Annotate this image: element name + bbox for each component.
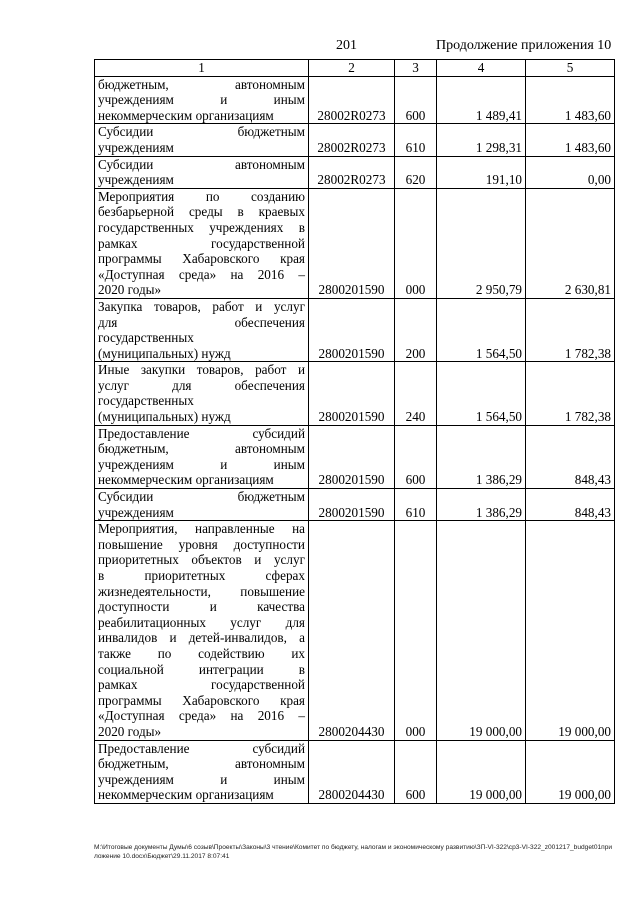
row-name-line: Субсидии автономным [98,156,305,172]
row-value-2016-cell: 1 386,29 [437,425,526,488]
row-name-line: Субсидии бюджетным [98,124,305,140]
row-name-line: также по содействию их [98,645,305,661]
table-header-row [95,60,615,77]
table-row [95,298,615,361]
row-type-cell: 240 [395,362,437,425]
row-name-line: учреждениям [98,504,174,520]
row-value-2017-cell: 848,43 [526,425,615,488]
row-code-cell: 28002R0273 [309,124,395,156]
row-name-line: Мероприятия по созданию [98,188,305,204]
row-name-line: повышение уровня доступности [98,536,305,552]
row-name-cell [95,124,309,156]
row-name-line: приоритетных объектов и услуг [98,552,305,568]
row-value-2017-cell: 19 000,00 [526,740,615,803]
row-type-cell: 000 [395,188,437,298]
row-name-line: государственных [98,330,194,346]
row-name-line: Мероприятия, направленные на [98,521,305,537]
table-row [95,124,615,156]
row-type-cell: 200 [395,298,437,361]
row-name-cell [95,76,309,124]
row-value-2016-cell: 191,10 [437,156,526,188]
row-name-line: бюджетным, автономным [98,76,305,92]
row-name-line: учреждениям [98,172,174,188]
table-body [95,76,615,803]
row-name-line: некоммерческим организациям [98,787,274,803]
row-code-cell: 28002R0273 [309,76,395,124]
row-name-line: государственных учреждениях в [98,219,305,235]
document-path-footer: М:\Итоговые документы Думы\6 созыв\Проекты\Законы\3 чтение\Комитет по бюджету, налогам и экономическому развитию\ЗП-VI-322\cp3-VI-322_z001217_budget01приложение 10.docx\Бюджет\29.11.2017 8:07:41 [94,844,613,860]
row-value-2016-cell: 1 386,29 [437,489,526,521]
row-name-cell [95,425,309,488]
row-type-cell: 620 [395,156,437,188]
row-name-line: программы Хабаровского края [98,692,305,708]
table-row [95,76,615,124]
row-value-2017-cell: 848,43 [526,489,615,521]
row-value-2017-cell: 0,00 [526,156,615,188]
table-row [95,521,615,740]
row-name-line: 2020 годы» [98,282,162,298]
row-name-cell [95,298,309,361]
row-code-cell: 2800201590 [309,188,395,298]
row-name-line: государственных [98,393,194,409]
row-type-cell: 600 [395,76,437,124]
table-row [95,156,615,188]
row-code-cell: 28002R0273 [309,156,395,188]
row-type-cell: 600 [395,425,437,488]
row-value-2017-cell: 1 782,38 [526,362,615,425]
row-value-2017-cell: 1 483,60 [526,76,615,124]
row-name-line: рамках государственной [98,677,305,693]
row-name-line: безбарьерной среды в краевых [98,204,305,220]
column-header-1: 1 [95,60,309,77]
row-type-cell: 000 [395,521,437,740]
row-name-line: учреждениям и иным [98,771,305,787]
column-header-3: 3 [395,60,437,77]
row-name-line: Закупка товаров, работ и услуг [98,298,305,314]
appendix-continuation: Продолжение приложения 10 [436,38,612,53]
row-name-line: социальной интеграции в [98,661,305,677]
row-name-line: для обеспечения [98,314,305,330]
table-row [95,489,615,521]
budget-table [94,59,615,804]
row-code-cell: 2800201590 [309,362,395,425]
row-value-2016-cell: 1 298,31 [437,124,526,156]
row-value-2017-cell: 1 483,60 [526,124,615,156]
row-name-line: жизнедеятельности, повышение [98,583,305,599]
row-name-line: Иные закупки товаров, работ и [98,362,305,378]
row-value-2017-cell: 19 000,00 [526,521,615,740]
row-name-line: некоммерческим организациям [98,472,274,488]
row-name-cell [95,740,309,803]
row-value-2017-cell: 1 782,38 [526,298,615,361]
row-code-cell: 2800204430 [309,521,395,740]
row-type-cell: 600 [395,740,437,803]
row-code-cell: 2800201590 [309,489,395,521]
row-name-cell [95,188,309,298]
row-name-line: бюджетным, автономным [98,756,305,772]
row-name-line: рамках государственной [98,235,305,251]
row-value-2016-cell: 19 000,00 [437,521,526,740]
row-type-cell: 610 [395,489,437,521]
row-name-line: учреждениям и иным [98,92,305,108]
column-header-2: 2 [309,60,395,77]
row-name-line: «Доступная среда» на 2016 – [98,266,305,282]
row-name-line: учреждениям [98,139,174,155]
row-name-line: программы Хабаровского края [98,251,305,267]
row-name-line: Субсидии бюджетным [98,489,305,505]
table-row [95,188,615,298]
row-name-line: 2020 годы» [98,723,162,739]
row-code-cell: 2800201590 [309,298,395,361]
row-name-line: «Доступная среда» на 2016 – [98,708,305,724]
row-code-cell: 2800204430 [309,740,395,803]
row-name-line: услуг для обеспечения [98,377,305,393]
row-name-line: некоммерческим организациям [98,107,274,123]
row-name-line: учреждениям и иным [98,456,305,472]
row-value-2016-cell: 1 564,50 [437,298,526,361]
row-name-line: Предоставление субсидий [98,425,305,441]
row-value-2016-cell: 1 564,50 [437,362,526,425]
row-name-line: в приоритетных сферах [98,568,305,583]
table-row [95,362,615,425]
row-value-2016-cell: 2 950,79 [437,188,526,298]
column-header-4: 4 [437,60,526,77]
row-name-line: (муниципальных) нужд [98,345,231,361]
row-name-line: (муниципальных) нужд [98,409,231,425]
row-value-2017-cell: 2 630,81 [526,188,615,298]
row-code-cell: 2800201590 [309,425,395,488]
table-row [95,740,615,803]
row-name-line: инвалидов и детей-инвалидов, а [98,630,305,646]
row-name-cell [95,362,309,425]
row-name-line: реабилитационных услуг для [98,614,305,630]
row-name-line: Предоставление субсидий [98,740,305,756]
row-name-cell [95,489,309,521]
row-name-line: доступности и качества [98,599,305,615]
page-number: 201 [336,38,357,53]
row-value-2016-cell: 1 489,41 [437,76,526,124]
row-name-cell [95,521,309,740]
row-type-cell: 610 [395,124,437,156]
row-name-line: бюджетным, автономным [98,441,305,457]
row-value-2016-cell: 19 000,00 [437,740,526,803]
table-row [95,425,615,488]
column-header-5: 5 [526,60,615,77]
row-name-cell [95,156,309,188]
